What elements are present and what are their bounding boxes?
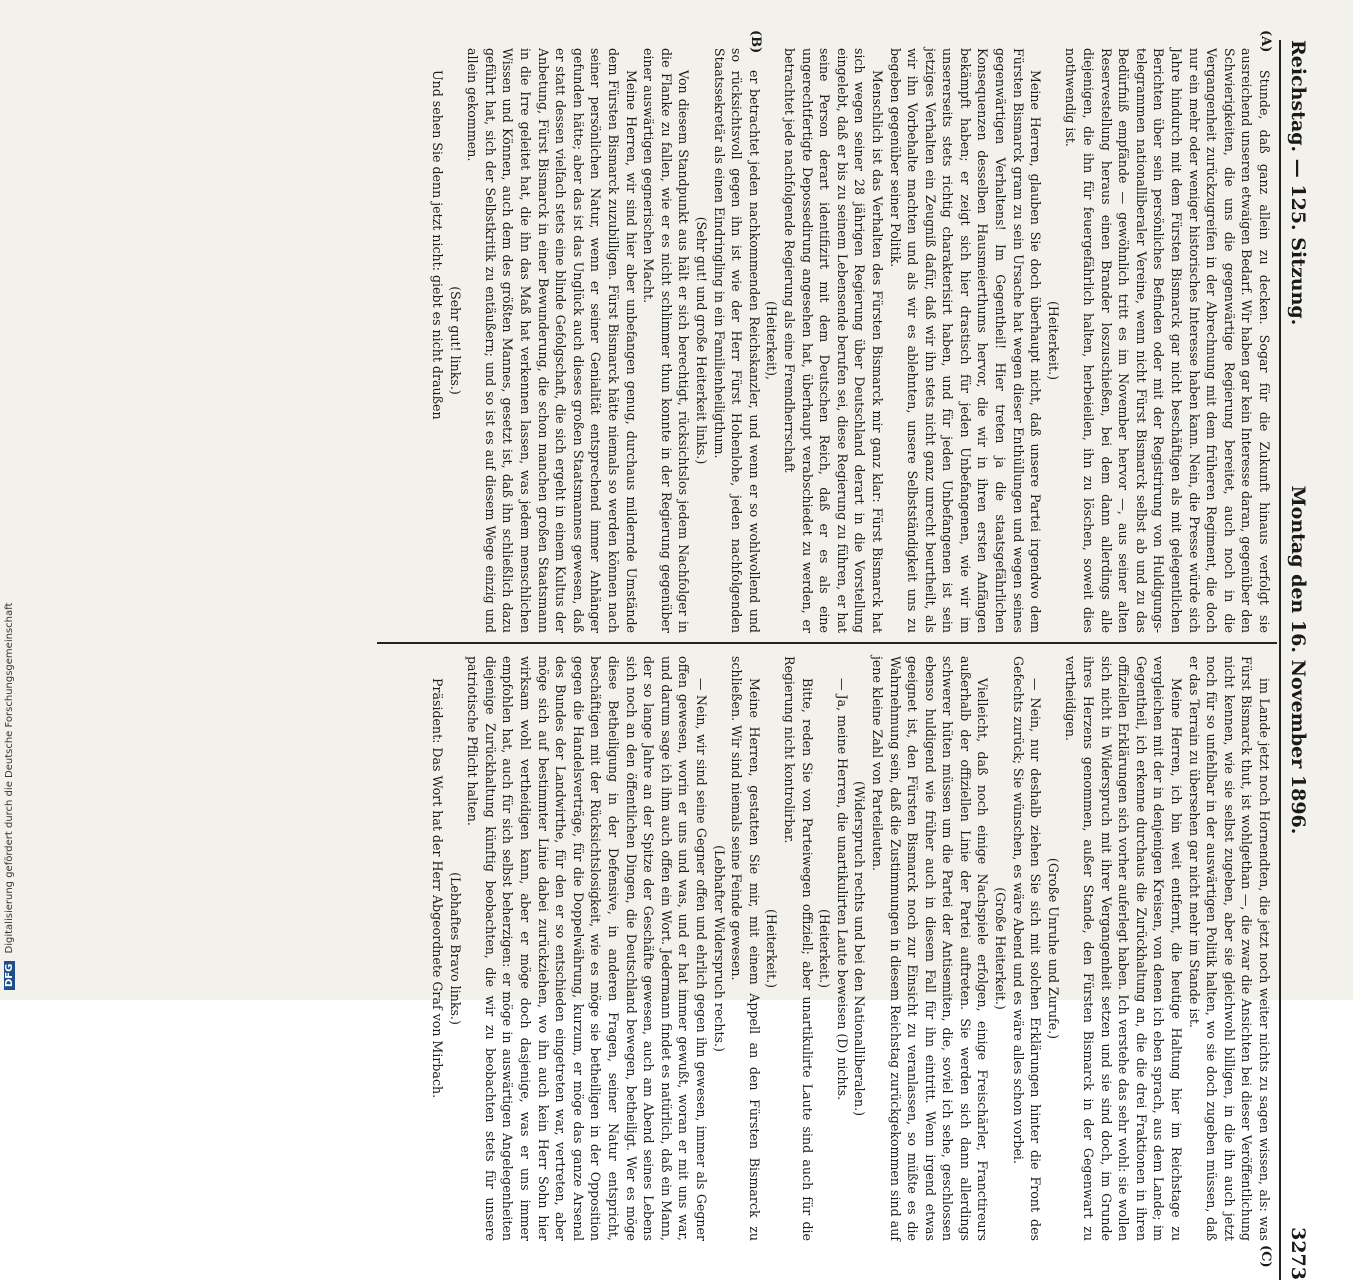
paragraph: Bitte, reden Sie von Parteiwegen offiziell; aber unartikulirte Laute sind auch für die Regierung nicht kontrolirbar. (781, 656, 815, 1241)
paragraph: er betrachtet jeden nachkommenden Reichskanzler, und wenn er so wohlwollend und so rücksichtsvoll gegen ihn ist wie der Herr Fürst Hohenlohe, jeden nachfolgenden Staatssekretär als einen Eindringling in ein Familienheiligthum. (711, 48, 762, 633)
paragraph: Menschlich ist das Verhalten des Fürsten Bismarck mir ganz klar: Fürst Bismarck hat sich wegen seiner 28 jährigen Regierung über Deutschland derart in die Vorstellung eingelebt, daß er bis zu seinem Lebensende berufen sei, diese Regierung zu führen, er hat seine Person derart identifizirt mit dem Deutschen Reich, daß er es als eine ungerechtfertigte Depossedirung angesehen hat, überhaupt verabschiedet zu werden, er betrachtet jede nachfolgende Regierung als eine Fremdherrschaft (781, 48, 885, 633)
header-rule (1279, 40, 1281, 1280)
header-center: Montag den 16. November 1896. (1287, 485, 1309, 835)
paragraph: (Heiterkeit), (764, 301, 780, 380)
page-header (1283, 40, 1313, 1280)
page-footer (4, 0, 15, 990)
column-rule (377, 642, 1277, 644)
paragraph: Meine Herren, glauben Sie doch überhaupt nicht, daß unsere Partei irgendwo dem Fürsten Bismarck gram zu sein Ursache hat wegen dieser Enthüllungen und wegen seines gegenwärtigen Verhaltens! Im Gegentheil! Hier treten ja die staatsgefährlichen Konsequenzen desselben Hausmeierthums hervor, die wir in ihren ersten Anfängen bekämpft haben; er zeigt sich hier drastisch für jeden Unbefangenen, wie wir im unsererseits stets richtig charakterisirt haben, und für jeden Unbefangenen ist sein jetziges Verhalten ein Zeugniß dafür, daß wir ihn stets nicht ganz unrecht beurtheilt, als wir ihn Vorbehalte machten und als wir es ablehnten, unsere Selbstständigkeit uns zu begeben gegenüber seiner Politik. (887, 48, 1044, 633)
page-number: 3273 (1287, 1227, 1309, 1280)
paragraph: Stunde, daß ganz allein zu decken. Sogar für die Zukunft hinaus verfolgt sie ausreichend unseren etwaigen Bedarf. Wir haben gar kein Interesse daran, gegenüber den Schwierigkeiten, die uns die gegenwärtige Regierung bereitet, auch noch in die Vergangenheit zurückzugreifen in der Abrechnung mit dem früheren Regiment, die doch nur ein mehr oder weniger historisches Interesse haben kann. Nein, die Presse würde sich Jahre hindurch mit dem Fürsten Bismarck gar nicht beschäftigen als mit gelegentlichen Berichten über sein persönliches Befinden oder mit der Registrirung von Huldigungstelegrammen nationalliberaler Vereine, wenn nicht Fürst Bismarck selbst ab und zu das Bedürfniß empfände — gewöhnlich tritt es im November hervor —, aus seiner alten Reservestellung heraus einen Brander loszuschießen, bei dem dann allerdings alle diejenigen, die ihn für feuergefährlich halten, herbeieilen, ihn zu löschen, soweit dies nothwendig ist. (1063, 48, 1272, 633)
paragraph: Meine Herren, ich bin weit entfernt, die heutige Haltung hier im Reichstage zu vergleichen mit der in denjenigen Kreisen, von denen ich eben sprach, aus dem Lande; im Gegentheil, ich erkenne durchaus die Zurückhaltung an, die die drei Fraktionen in ihren offiziellen Erklärungen sich vorher auferlegt haben. Ich verstehe das sehr wohl: sie wollen sich nicht in Widerspruch mit ihrer Vergangenheit setzen und sie sind doch, im Grunde ihres Herzens genommen, außer Stande, den Fürsten Bismarck in der Gegenwart zu vertheidigen. (1063, 656, 1185, 1241)
paragraph: (Große Heiterkeit.) (993, 887, 1009, 1010)
paragraph: Und sehen Sie denn jetzt nicht: giebt es nicht draußen (430, 70, 446, 420)
paragraph: (Sehr gut! links.) (447, 286, 463, 395)
paragraph: (Große Unruhe und Zurufe.) (1045, 857, 1061, 1040)
right-column (429, 656, 1274, 1241)
left-column (429, 48, 1274, 633)
paragraph: — Ja, meine Herren, die unartikulirten Laute beweisen (D) nichts. (834, 678, 850, 1101)
paragraph: Von diesem Standpunkt aus hält er sich berechtigt, rücksichtslos jedem Nachfolger in die Flanke zu fallen, wie er es nicht schlimmer thun konnte in der Regierung gegenüber einer auswärtigen gegnerischen Macht. (641, 48, 692, 633)
paragraph: (Sehr gut! und große Heiterkeit links.) (694, 216, 709, 465)
paragraph: (Heiterkeit.) (1045, 301, 1061, 380)
paragraph: — Nein, nur deshalb ziehen Sie sich mit solchen Erklärungen hinter die Front des Gefechts zurück; Sie wünschen, es wäre Abend und es wäre alles schon vorbei. (1010, 656, 1044, 1241)
paragraph: (Heiterkeit.) (764, 909, 780, 988)
margin-c: (C) (1258, 1245, 1273, 1268)
paragraph: (Widerspruch rechts und bei den Nationalliberalen.) (852, 780, 868, 1117)
footer-text: Digitalisierung gefördert durch die Deutsche Forschungsgemeinschaft (4, 602, 15, 954)
paragraph: (Heiterkeit.) (817, 909, 833, 988)
paragraph: im Lande jetzt noch Hornendten, die jetzt noch weiter nichts zu sagen wissen, als: was Fürst Bismarck thut, ist wohlgethan —, die zwar die Ansichten bei dieser Veröffentlichung nicht kennen, wie sie selbst zugeben, aber sie gleichwohl billigen, in die ihn auch jetzt noch für so unfehlbar in der auswärtigen Politik halten, wo sie doch zugeben müssen, daß er das Terrain zu übersehen gar nicht mehr im Stande ist. (1186, 656, 1272, 1241)
margin-b: (B) (748, 30, 763, 54)
margin-a: (A) (1258, 30, 1273, 53)
paragraph: (Lebhaftes Bravo links.) (447, 872, 463, 1025)
header-left: Reichstag. — 125. Sitzung. (1287, 40, 1309, 326)
paragraph: Präsident: Das Wort hat der Herr Abgeordnete Graf von Mirbach. (430, 678, 446, 1099)
dfg-logo: DFG (4, 961, 15, 990)
paragraph: — Nein, wir sind seine Gegner offen und ehrlich gegen ihn gewesen, immer als Gegner offen gewesen, worin er uns und was, und er hat immer gewußt, woran er mit uns war, und darum sage ich ihm auch offen ein Wort. Jedermann findet es natürlich, daß ein Mann, der so lange Jahre an der Spitze der Geschäfte gewesen, auch am Abend seines Lebens sich noch an den öffentlichen Dingen, die Deutschland bewegen, betheiligt. Wer es möge diese Betheiligung in der Defensive, in anderen Fragen, seiner Natur entspricht, beschäftigen mit der Rücksichtslosigkeit, wie es möge sie betheiligen in der Opposition gegen die Handelsverträge, für die Doppelwährung, kurzum, er möge das ganze Arsenal des Bundes der Landwirthe, für den er so entschieden eingetreten war, vertreten, aber möge sich auf bestimmter Linie dabei zurückziehen, wo ihn auch kein Herr Sohn hier wirksam wohl vertheidigen kann, aber er möge doch dasjenige, was er uns immer empfohlen hat, auch für sich selbst beherzigen: er möge in auswärtigen Angelegenheiten diejenige Zurückhaltung künftig beobachten, die wir zu beobachten stets für unsere patriotische Pflicht halten. (465, 656, 709, 1241)
paragraph: Vielleicht, daß noch einige Nachspiele erfolgen, einige Freischärler, Franctireurs außerhalb der offiziellen Linie der Partei auftreten. Sie werden sich dann allerdings schwerer hüten müssen um die Partei der Antisemiten, die, soviel ich sehe, geschlossen ebenso huldigend wie früher auch in diesem Fall für ihn eintritt. Wenn irgend etwas geeignet ist, den Fürsten Bismarck noch zur Einsicht zu veranlassen, so müßte es die Wahrnehmung sein, daß die Zustimmungen in diesem Reichstag zurückgekommen sind auf jene kleine Zahl von Parteileuten. (869, 656, 991, 1241)
paragraph: (Lebhafter Widerspruch rechts.) (711, 845, 727, 1052)
paragraph: Meine Herren, gestatten Sie mir, mit einem Appell an den Fürsten Bismarck zu schließen. Wir sind niemals seine Feinde gewesen. (729, 656, 762, 1241)
paragraph: Meine Herren, wir sind hier aber unbefangen genug, durchaus mildernde Umstände dem Fürsten Bismarck zuzubilligen. Fürst Bismarck hätte niemals so werden können nach seiner persönlichen Natur, wenn er seiner Genialität entsprechend immer Anhänger gefunden hätte; aber das ist das Unglück auch dieses großen Staatsmannes gewesen, daß er statt dessen vielfach stets eine blinde Gefolgschaft, die sich ergeht in einem Kultus der Anbetung, Fürst Bismarck in einer Bewunderung, die schon manchen großen Staatsmann in die Irre geleitet hat, die ihn das Maß hat verkennen lassen, was jedem menschlichen Wissen und Können, auch dem des größten Mannes, gesetzt ist, daß ihn schließlich dazu geführt hat, sich der Selbstkritik zu entäußern; und so ist es auf diesem Wege einzig und allein gekommen. (465, 48, 639, 633)
